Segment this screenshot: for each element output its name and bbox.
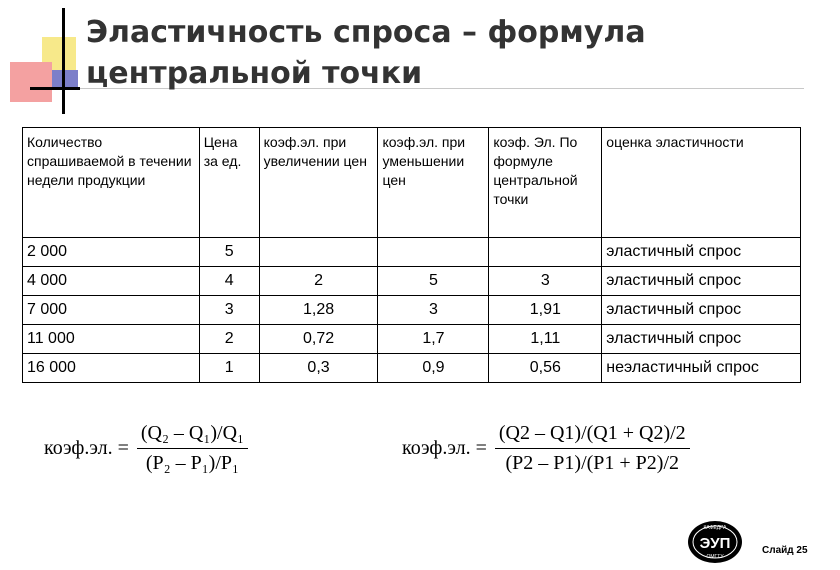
formula1-fraction xyxy=(137,422,248,475)
cell-coef-midpoint: 1,11 xyxy=(489,325,602,354)
table-row xyxy=(23,325,801,354)
formula1-lhs: коэф.эл. = xyxy=(44,437,129,459)
decor-red-square xyxy=(10,62,52,102)
table-header-row xyxy=(23,128,801,238)
header-coef-decrease: коэф.эл. при уменьшении цен xyxy=(378,128,489,238)
header-coef-midpoint: коэф. Эл. По формуле центральной точки xyxy=(489,128,602,238)
cell-price: 4 xyxy=(199,267,259,296)
decor-vertical-bar xyxy=(62,8,65,114)
header-coef-increase: коэф.эл. при увеличении цен xyxy=(259,128,378,238)
department-logo xyxy=(686,519,744,565)
header-assessment: оценка эластичности xyxy=(602,128,801,238)
cell-coef-midpoint xyxy=(489,238,602,267)
cell-coef-decrease: 3 xyxy=(378,296,489,325)
cell-coef-midpoint: 3 xyxy=(489,267,602,296)
logo-top-text: КАФЕДРА xyxy=(703,525,727,531)
cell-coef-midpoint: 1,91 xyxy=(489,296,602,325)
slide-number: Слайд 25 xyxy=(762,545,808,556)
table-row xyxy=(23,354,801,383)
cell-price: 2 xyxy=(199,325,259,354)
formula-midpoint-elasticity xyxy=(402,422,690,475)
cell-price: 5 xyxy=(199,238,259,267)
logo-main-text: ЭУП xyxy=(699,535,731,552)
cell-coef-decrease: 0,9 xyxy=(378,354,489,383)
header-price: Цена за ед. xyxy=(199,128,259,238)
decor-horizontal-bar xyxy=(30,87,80,90)
formula2-denominator: (P2 – P1)/(P1 + P2)/2 xyxy=(505,452,680,474)
cell-price: 1 xyxy=(199,354,259,383)
cell-assessment: эластичный спрос xyxy=(602,296,801,325)
decor-blue-square xyxy=(52,70,78,88)
cell-assessment: эластичный спрос xyxy=(602,267,801,296)
logo-bottom-text: ОМГТУ xyxy=(706,554,724,560)
cell-quantity: 4 000 xyxy=(23,267,200,296)
cell-coef-decrease: 5 xyxy=(378,267,489,296)
formula2-fraction xyxy=(495,422,690,475)
formula-arc-elasticity xyxy=(44,422,248,475)
cell-coef-midpoint: 0,56 xyxy=(489,354,602,383)
slide-title-line2: центральной точки xyxy=(86,56,423,91)
elasticity-table xyxy=(22,127,801,383)
cell-coef-decrease: 1,7 xyxy=(378,325,489,354)
cell-quantity: 11 000 xyxy=(23,325,200,354)
slide-title xyxy=(86,12,646,94)
formula1-denominator: (P₂ – P₁)/P₁ xyxy=(145,452,239,474)
cell-coef-increase: 0,3 xyxy=(259,354,378,383)
cell-coef-increase: 1,28 xyxy=(259,296,378,325)
cell-assessment: эластичный спрос xyxy=(602,325,801,354)
header-quantity: Количество спрашиваемой в течении недели продукции xyxy=(23,128,200,238)
formula2-numerator: (Q2 – Q1)/(Q1 + Q2)/2 xyxy=(495,422,690,449)
cell-coef-increase: 2 xyxy=(259,267,378,296)
cell-quantity: 2 000 xyxy=(23,238,200,267)
cell-assessment: неэластичный спрос xyxy=(602,354,801,383)
table-row xyxy=(23,267,801,296)
cell-price: 3 xyxy=(199,296,259,325)
formula1-numerator: (Q₂ – Q₁)/Q₁ xyxy=(137,422,248,449)
table-row xyxy=(23,238,801,267)
formula2-lhs: коэф.эл. = xyxy=(402,437,487,459)
cell-quantity: 16 000 xyxy=(23,354,200,383)
cell-assessment: эластичный спрос xyxy=(602,238,801,267)
table-row xyxy=(23,296,801,325)
slide-title-line1: Эластичность спроса – формула xyxy=(86,15,646,50)
cell-coef-decrease xyxy=(378,238,489,267)
cell-coef-increase: 0,72 xyxy=(259,325,378,354)
cell-quantity: 7 000 xyxy=(23,296,200,325)
cell-coef-increase xyxy=(259,238,378,267)
